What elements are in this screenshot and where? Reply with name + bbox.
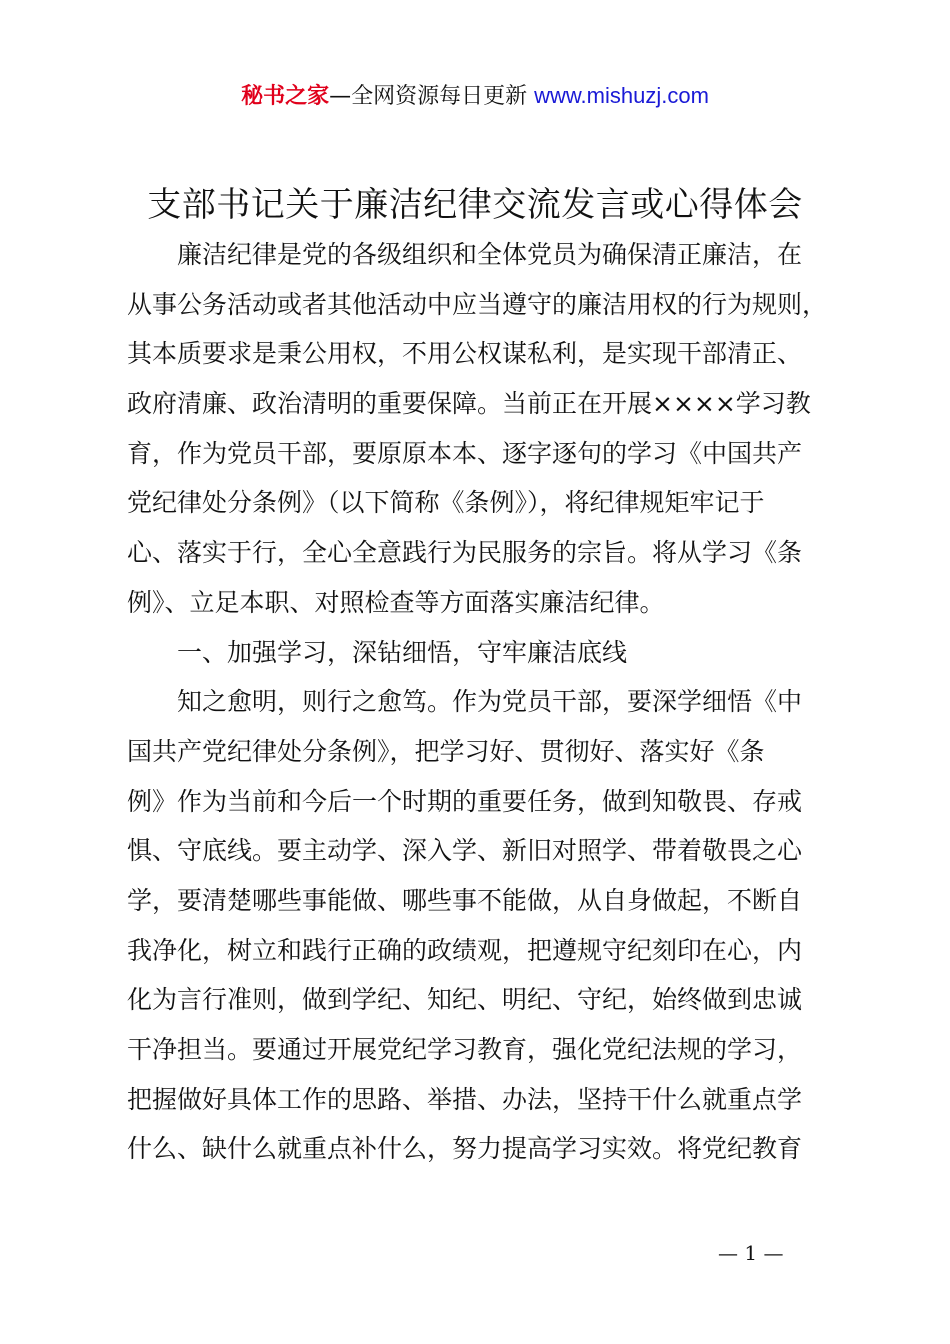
site-url-link[interactable]: www.mishuzj.com: [534, 83, 709, 108]
body-line: 知之愈明，则行之愈笃。作为党员干部，要深学细悟《中: [177, 687, 803, 717]
document-title: 支部书记关于廉洁纪律交流发言或心得体会: [147, 185, 803, 225]
body-line: 政府清廉、政治清明的重要保障。当前正在开展××××学习教: [127, 389, 811, 419]
site-brand: 秘书之家: [241, 84, 330, 109]
body-line: 把握做好具体工作的思路、举措、办法，坚持干什么就重点学: [127, 1084, 803, 1114]
body-line: 学，要清楚哪些事能做、哪些事不能做，从自身做起，不断自: [127, 885, 803, 915]
body-line: 廉洁纪律是党的各级组织和全体党员为确保清正廉洁，在: [177, 240, 803, 269]
body-line: 例》作为当前和今后一个时期的重要任务，做到知敬畏、存戒: [127, 786, 803, 816]
page-number: — 1 —: [718, 1241, 784, 1265]
body-line: 干净担当。要通过开展党纪学习教育，强化党纪法规的学习，: [127, 1035, 803, 1064]
site-tagline: —全网资源每日更新: [329, 84, 535, 109]
body-line: 心、落实于行，全心全意践行为民服务的宗旨。将从学习《条: [127, 538, 803, 568]
body-line: 其本质要求是秉公用权，不用公权谋私利，是实现干部清正、: [127, 339, 803, 369]
body-line: 化为言行准则，做到学纪、知纪、明纪、守纪，始终做到忠诚: [127, 985, 803, 1015]
site-header: [0, 78, 950, 115]
body-line: 什么、缺什么就重点补什么，努力提高学习实效。将党纪教育: [127, 1134, 803, 1164]
body-line: 国共产党纪律处分条例》，把学习好、贯彻好、落实好《条: [127, 736, 765, 766]
body-line: 例》、立足本职、对照检查等方面落实廉洁纪律。: [127, 587, 665, 617]
body-line: 我净化，树立和践行正确的政绩观，把遵规守纪刻印在心，内: [127, 935, 803, 965]
body-line: 惧、守底线。要主动学、深入学、新旧对照学、带着敬畏之心: [127, 836, 803, 866]
body-line: 党纪律处分条例》（以下简称《条例》），将纪律规矩牢记于: [127, 488, 765, 518]
document-body: [127, 230, 837, 1174]
body-line: 育，作为党员干部，要原原本本、逐字逐句的学习《中国共产: [127, 438, 803, 468]
body-line: 从事公务活动或者其他活动中应当遵守的廉洁用权的行为规则，: [127, 289, 828, 319]
section-heading: 一、加强学习，深钻细悟，守牢廉洁底线: [177, 637, 628, 667]
